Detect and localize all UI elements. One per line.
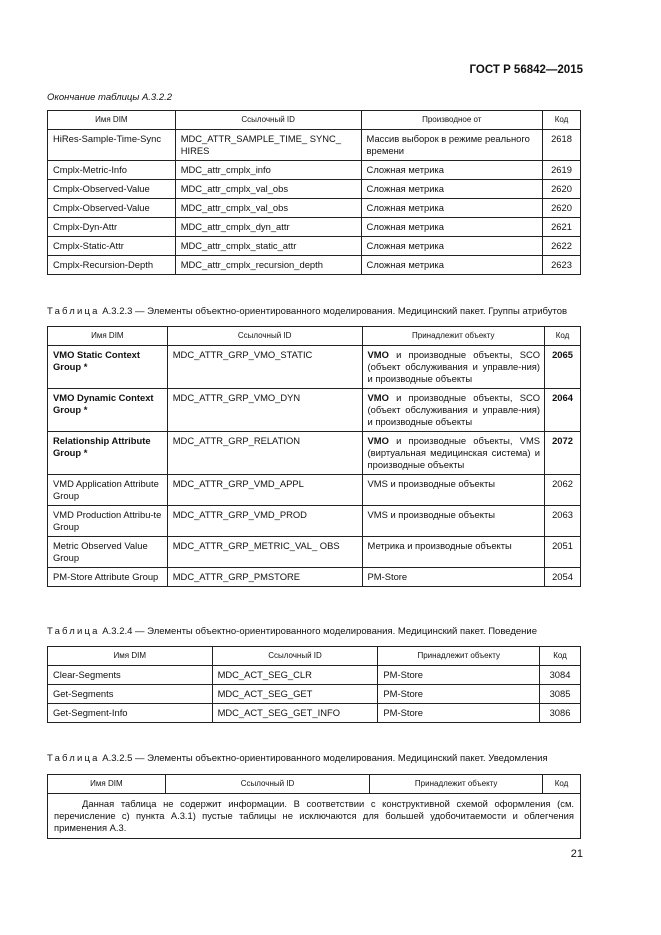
- dim-name-cell: VMO Dynamic Context Group *: [48, 389, 168, 432]
- table-row: [48, 389, 581, 432]
- owner-bold-text: VMO: [367, 349, 389, 360]
- column-header: Принадлежит объекту: [362, 327, 544, 346]
- table-cell: Get-Segments: [48, 685, 213, 704]
- owner-bold-text: VMO: [367, 435, 389, 446]
- column-header: Код: [545, 327, 581, 346]
- table-cell: Cmplx-Dyn-Attr: [48, 218, 176, 237]
- column-header: Код: [540, 647, 581, 666]
- table-cell: Сложная метрика: [361, 237, 542, 256]
- table-cell: MDC_ACT_SEG_GET: [212, 685, 378, 704]
- owner-cell: [362, 506, 544, 537]
- table-row: [48, 237, 581, 256]
- column-header: Имя DIM: [48, 647, 213, 666]
- table-a323: [47, 326, 581, 587]
- table2-header-row: [48, 327, 581, 346]
- table3-header-row: [48, 647, 581, 666]
- table-row: [48, 475, 581, 506]
- reference-id-cell: MDC_ATTR_GRP_PMSTORE: [167, 568, 362, 587]
- table-cell: HiRes-Sample-Time-Sync: [48, 130, 176, 161]
- dim-name-cell: VMD Application Attribute Group: [48, 475, 168, 506]
- column-header: Производное от: [361, 111, 542, 130]
- table-cell: Сложная метрика: [361, 180, 542, 199]
- table-a324: [47, 646, 581, 723]
- table-cell: 2621: [543, 218, 581, 237]
- column-header: Имя DIM: [48, 327, 168, 346]
- table-row: [48, 218, 581, 237]
- table-row: [48, 537, 581, 568]
- table-cell: Get-Segment-Info: [48, 704, 213, 723]
- table-cell: PM-Store: [378, 685, 540, 704]
- owner-cell: [362, 475, 544, 506]
- table-cell: MDC_attr_cmplx_static_attr: [175, 237, 361, 256]
- table-row: [48, 180, 581, 199]
- owner-cell: [362, 389, 544, 432]
- reference-id-cell: MDC_ATTR_GRP_METRIC_VAL_ OBS: [167, 537, 362, 568]
- table-cell: Cmplx-Metric-Info: [48, 161, 176, 180]
- code-cell: 2062: [545, 475, 581, 506]
- standard-number: ГОСТ Р 56842—2015: [469, 64, 583, 76]
- table4-caption-text: А.3.2.5 — Элементы объектно-ориентированного моделирования. Медицинский пакет. Уведомления: [102, 753, 548, 764]
- owner-bold-text: VMO: [367, 392, 389, 403]
- column-header: Имя DIM: [48, 775, 166, 794]
- table-cell: MDC_attr_cmplx_recursion_depth: [175, 256, 361, 275]
- code-cell: 2064: [545, 389, 581, 432]
- table4-note-text: Данная таблица не содержит информации. В соответствии с конструктивной схемой оформления (см. перечисление с) пункта А.3.1) пустые таблицы не исключаются для большей удобочитаемости и облегчения применения А.3.: [54, 798, 574, 833]
- table-row: [48, 130, 581, 161]
- dim-name-cell: VMO Static Context Group *: [48, 346, 168, 389]
- table-row: [48, 666, 581, 685]
- dim-name-cell: Metric Observed Value Group: [48, 537, 168, 568]
- table2-caption-text: А.3.2.3 — Элементы объектно-ориентированного моделирования. Медицинский пакет. Группы атрибутов: [102, 306, 568, 317]
- column-header: Код: [543, 775, 581, 794]
- table2-caption: [47, 306, 567, 317]
- table-cell: 2619: [543, 161, 581, 180]
- table-cell: Сложная метрика: [361, 218, 542, 237]
- owner-cell: [362, 568, 544, 587]
- column-header: Имя DIM: [48, 111, 176, 130]
- table3-caption-text: А.3.2.4 — Элементы объектно-ориентированного моделирования. Медицинский пакет. Поведение: [102, 626, 538, 637]
- column-header: Принадлежит объекту: [370, 775, 543, 794]
- table-cell: PM-Store: [378, 704, 540, 723]
- table4-note-row: [48, 794, 581, 839]
- table-a322-end: [47, 110, 581, 275]
- column-header: Ссылочный ID: [175, 111, 361, 130]
- table-a325: [47, 774, 581, 839]
- table-row: [48, 256, 581, 275]
- table-cell: Cmplx-Static-Attr: [48, 237, 176, 256]
- reference-id-cell: MDC_ATTR_GRP_VMD_PROD: [167, 506, 362, 537]
- owner-text: и производные объекты, SCO (объект обслуживания и управле-ния) и производные объекты: [367, 349, 541, 384]
- table-cell: Сложная метрика: [361, 161, 542, 180]
- table1-header-row: [48, 111, 581, 130]
- table-cell: Массив выборок в режиме реального времени: [361, 130, 542, 161]
- table-cell: Сложная метрика: [361, 199, 542, 218]
- table-cell: MDC_ACT_SEG_CLR: [212, 666, 378, 685]
- table-cell: MDC_ATTR_SAMPLE_TIME_ SYNC_ HIRES: [175, 130, 361, 161]
- reference-id-cell: MDC_ATTR_GRP_VMO_DYN: [167, 389, 362, 432]
- table-cell: MDC_attr_cmplx_val_obs: [175, 199, 361, 218]
- table-cell: MDC_attr_cmplx_info: [175, 161, 361, 180]
- dim-name-cell: Relationship Attribute Group *: [48, 432, 168, 475]
- table3-caption-word: Таблица: [47, 626, 100, 637]
- owner-cell: [362, 346, 544, 389]
- table-cell: Cmplx-Observed-Value: [48, 199, 176, 218]
- code-cell: 2054: [545, 568, 581, 587]
- table1-caption: Окончание таблицы А.3.2.2: [47, 92, 173, 103]
- owner-text: PM-Store: [367, 571, 408, 582]
- table-row: [48, 346, 581, 389]
- table-cell: MDC_attr_cmplx_val_obs: [175, 180, 361, 199]
- table-cell: Cmplx-Recursion-Depth: [48, 256, 176, 275]
- table-cell: 3085: [540, 685, 581, 704]
- table-cell: PM-Store: [378, 666, 540, 685]
- column-header: Ссылочный ID: [212, 647, 378, 666]
- owner-text: VMS и производные объекты: [367, 509, 496, 520]
- column-header: Ссылочный ID: [165, 775, 370, 794]
- table4-header-row: [48, 775, 581, 794]
- table-row: [48, 506, 581, 537]
- table-row: [48, 432, 581, 475]
- table-cell: MDC_ACT_SEG_GET_INFO: [212, 704, 378, 723]
- owner-cell: [362, 537, 544, 568]
- table-row: [48, 704, 581, 723]
- table-row: [48, 568, 581, 587]
- column-header: Код: [543, 111, 581, 130]
- dim-name-cell: PM-Store Attribute Group: [48, 568, 168, 587]
- table-cell: 2622: [543, 237, 581, 256]
- code-cell: 2051: [545, 537, 581, 568]
- owner-text: VMS и производные объекты: [367, 478, 496, 489]
- code-cell: 2063: [545, 506, 581, 537]
- table-cell: Clear-Segments: [48, 666, 213, 685]
- owner-text: Метрика и производные объекты: [367, 540, 512, 551]
- table4-caption-word: Таблица: [47, 753, 100, 764]
- table-cell: 3086: [540, 704, 581, 723]
- code-cell: 2072: [545, 432, 581, 475]
- table-cell: MDC_attr_cmplx_dyn_attr: [175, 218, 361, 237]
- table3-caption: [47, 626, 537, 637]
- table4-caption: [47, 753, 548, 764]
- column-header: Ссылочный ID: [167, 327, 362, 346]
- page-number: 21: [570, 848, 583, 860]
- table-row: [48, 161, 581, 180]
- reference-id-cell: MDC_ATTR_GRP_RELATION: [167, 432, 362, 475]
- table-cell: Сложная метрика: [361, 256, 542, 275]
- owner-text: и производные объекты, SCO (объект обслуживания и управле-ния) и производные объекты: [367, 392, 541, 427]
- owner-cell: [362, 432, 544, 475]
- table-cell: 2620: [543, 199, 581, 218]
- table-cell: Cmplx-Observed-Value: [48, 180, 176, 199]
- owner-text: и производные объекты, VMS (виртуальная медицинская система) и производные объекты: [367, 435, 541, 470]
- dim-name-cell: VMD Production Attribu-te Group: [48, 506, 168, 537]
- table-cell: 2620: [543, 180, 581, 199]
- table-row: [48, 685, 581, 704]
- reference-id-cell: MDC_ATTR_GRP_VMO_STATIC: [167, 346, 362, 389]
- code-cell: 2065: [545, 346, 581, 389]
- table-cell: 2623: [543, 256, 581, 275]
- table-row: [48, 199, 581, 218]
- table4-note: [48, 794, 581, 839]
- reference-id-cell: MDC_ATTR_GRP_VMD_APPL: [167, 475, 362, 506]
- column-header: Принадлежит объекту: [378, 647, 540, 666]
- table2-caption-word: Таблица: [47, 306, 100, 317]
- table-cell: 2618: [543, 130, 581, 161]
- table-cell: 3084: [540, 666, 581, 685]
